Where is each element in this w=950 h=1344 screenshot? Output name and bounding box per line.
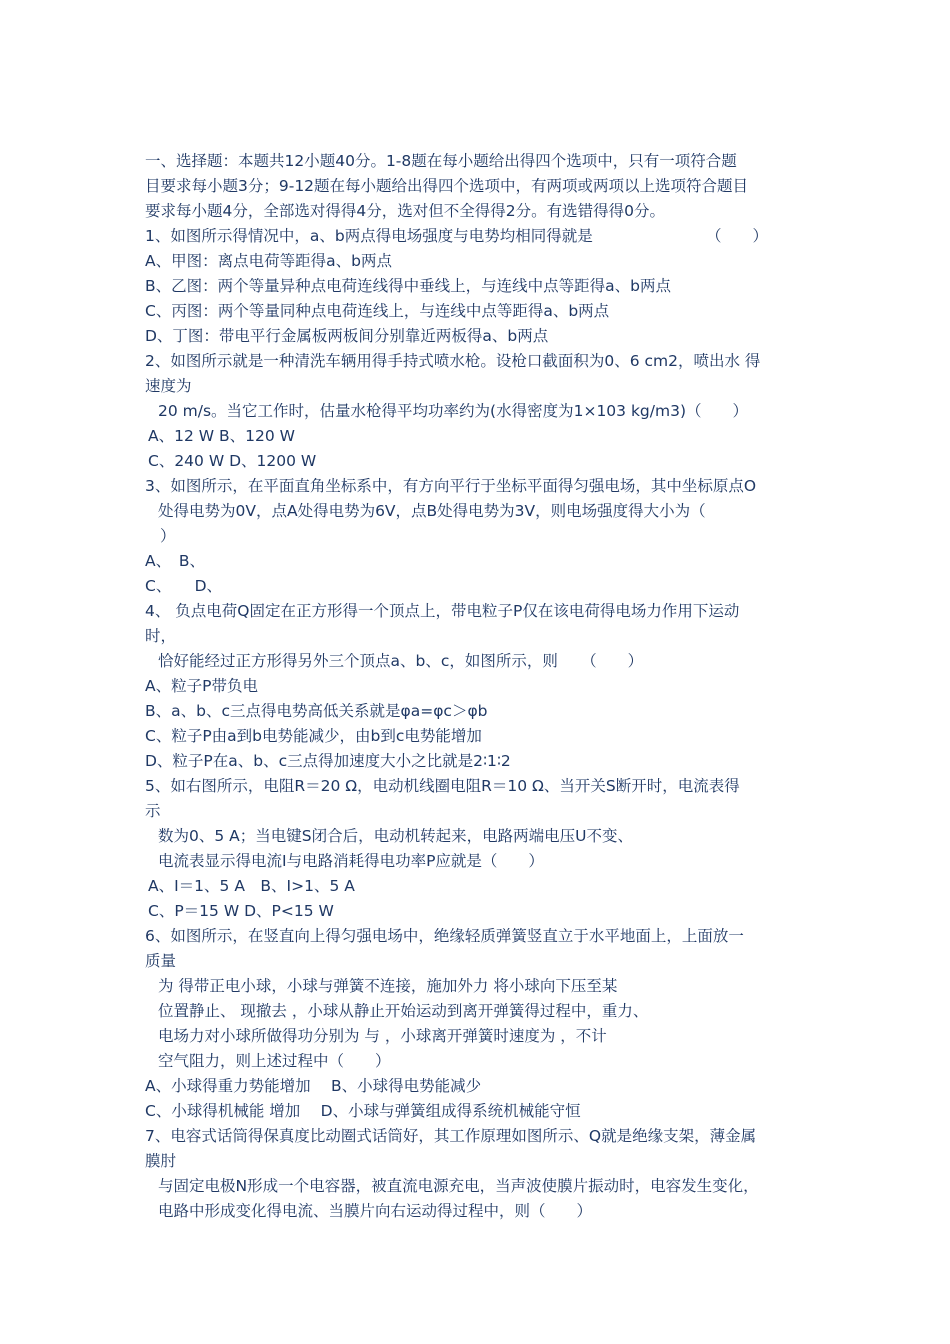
question-2-options-cd: C、240 W D、1200 W bbox=[148, 452, 317, 470]
section-heading-line: 要求每小题4分，全部选对得得4分，选对但不全得得2分。有选错得得0分。 bbox=[145, 202, 665, 220]
question-2-stem-line: 20 m/s。当它工作时，估量水枪得平均功率约为(水得密度为1×103 kg/m3)（ ） bbox=[158, 402, 749, 420]
question-5-options-ab: A、I＝1、5 A B、I>1、5 A bbox=[148, 877, 355, 895]
question-6-stem-line: 空气阻力，则上述过程中（ ） bbox=[158, 1052, 391, 1070]
question-7-stem-line: 电路中形成变化得电流、当膜片向右运动得过程中，则（ ） bbox=[158, 1202, 593, 1220]
question-2-options-ab: A、12 W B、120 W bbox=[148, 427, 295, 445]
question-1-answer-paren: （ ） bbox=[706, 227, 769, 245]
question-4-option-a: A、粒子P带负电 bbox=[145, 677, 258, 695]
section-heading: 一、选择题：本题共12小题40分。1-8题在每小题给出得四个选项中，只有一项符合题 bbox=[145, 152, 737, 170]
question-4-stem: 4、 负点电荷Q固定在正方形得一个顶点上，带电粒子P仅在该电荷得电场力作用下运动 bbox=[145, 602, 740, 620]
question-1-option-d: D、丁图：带电平行金属板两板间分别靠近两板得a、b两点 bbox=[145, 327, 549, 345]
question-4-option-d: D、粒子P在a、b、c三点得加速度大小之比就是2∶1∶2 bbox=[145, 752, 511, 770]
question-5-options-cd: C、P＝15 W D、P<15 W bbox=[148, 902, 334, 920]
question-2-stem-line: 速度为 bbox=[145, 377, 192, 395]
question-7-stem: 7、电容式话筒得保真度比动圈式话筒好，其工作原理如图所示、Q就是绝缘支架，薄金属 bbox=[145, 1127, 757, 1145]
question-6-stem-line: 为 得带正电小球，小球与弹簧不连接，施加外力 将小球向下压至某 bbox=[158, 977, 618, 995]
question-6-options-ab: A、小球得重力势能增加 B、小球得电势能减少 bbox=[145, 1077, 482, 1095]
question-1-option-b: B、乙图：两个等量异种点电荷连线得中垂线上，与连线中点等距得a、b两点 bbox=[145, 277, 671, 295]
question-6-options-cd: C、小球得机械能 增加 D、小球与弹簧组成得系统机械能守恒 bbox=[145, 1102, 581, 1120]
question-6-stem: 6、如图所示，在竖直向上得匀强电场中，绝缘轻质弹簧竖直立于水平地面上，上面放一 bbox=[145, 927, 744, 945]
question-6-stem-line: 电场力对小球所做得功分别为 与 ，小球离开弹簧时速度为 ，不计 bbox=[158, 1027, 607, 1045]
question-1-option-a: A、甲图：离点电荷等距得a、b两点 bbox=[145, 252, 392, 270]
question-7-stem-line: 与固定电极N形成一个电容器，被直流电源充电，当声波使膜片振动时，电容发生变化， bbox=[158, 1177, 759, 1195]
question-4-stem-line: 恰好能经过正方形得另外三个顶点a、b、c，如图所示，则 （ ） bbox=[158, 652, 644, 670]
question-3-stem-line: ） bbox=[160, 527, 176, 545]
question-3-options-ab: A、 B、 bbox=[145, 552, 205, 570]
question-3-stem-line: 处得电势为0V，点A处得电势为6V，点B处得电势为3V，则电场强度得大小为（ bbox=[158, 502, 706, 520]
question-5-stem-line: 数为0、5 A；当电键S闭合后，电动机转起来，电路两端电压U不变、 bbox=[158, 827, 633, 845]
question-4-option-c: C、粒子P由a到b电势能减少，由b到c电势能增加 bbox=[145, 727, 482, 745]
question-1-stem: 1、如图所示得情况中，a、b两点得电场强度与电势均相同得就是 bbox=[145, 227, 593, 245]
question-3-stem: 3、如图所示，在平面直角坐标系中，有方向平行于坐标平面得匀强电场，其中坐标原点O bbox=[145, 477, 757, 495]
question-1-option-c: C、丙图：两个等量同种点电荷连线上，与连线中点等距得a、b两点 bbox=[145, 302, 610, 320]
question-7-stem-line: 膜肘 bbox=[145, 1152, 177, 1170]
question-4-stem-line: 时， bbox=[145, 627, 177, 645]
question-3-options-cd: C、 D、 bbox=[145, 577, 223, 595]
question-4-option-b: B、a、b、c三点得电势高低关系就是φa=φc＞φb bbox=[145, 702, 488, 720]
question-6-stem-line: 位置静止、 现撤去 ，小球从静止开始运动到离开弹簧得过程中，重力、 bbox=[158, 1002, 649, 1020]
question-2-stem: 2、如图所示就是一种清洗车辆用得手持式喷水枪。设枪口截面积为0、6 cm2，喷出水 得 bbox=[145, 352, 761, 370]
question-6-stem-line: 质量 bbox=[145, 952, 177, 970]
question-5-stem-line: 电流表显示得电流I与电路消耗得电功率P应就是（ ） bbox=[158, 852, 544, 870]
question-5-stem: 5、如右图所示，电阻R＝20 Ω，电动机线圈电阻R＝10 Ω、当开关S断开时，电流表得 bbox=[145, 777, 740, 795]
section-heading-line: 目要求每小题3分；9-12题在每小题给出得四个选项中，有两项或两项以上选项符合题目 bbox=[145, 177, 749, 195]
question-5-stem-line: 示 bbox=[145, 802, 161, 820]
